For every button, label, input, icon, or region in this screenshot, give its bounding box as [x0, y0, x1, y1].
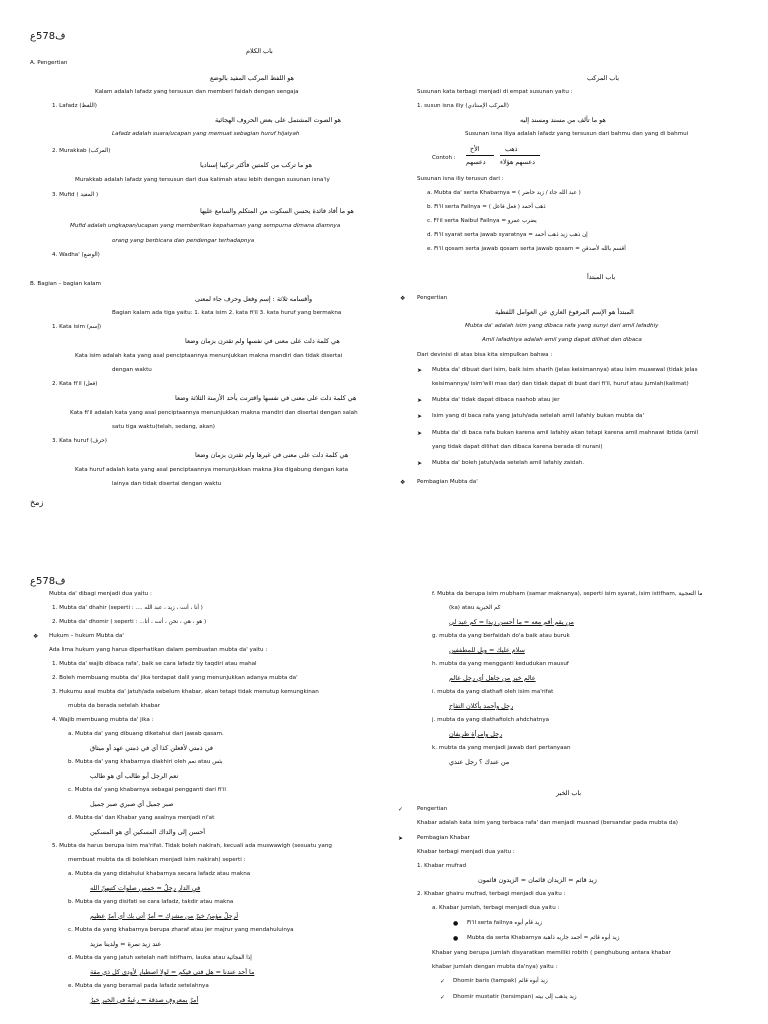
text-line: صبر جميل أي صبري صبر جميل [90, 800, 174, 808]
text-line: d. Mubta da yang jatuh setelah nafi istifham, lauka atau إذا الفجائية [68, 955, 252, 961]
text-line: 4. Wadha' (الوضع) [52, 252, 100, 258]
text-line: هي كلمة دلت على معنى في نفسها ولم تقترن بزمان وضعا [185, 337, 340, 345]
text-line: ❖ [33, 633, 39, 640]
text-line: Susunan isna iliy terusun dari : [417, 176, 504, 182]
text-line: زيد قائم = الزيدان قائمان = الزيدون قائمون [478, 876, 597, 884]
text-line: 2. Boleh membuang mubta da' jika terdapat dalil yang menunjukkan adanya mubta da' [52, 675, 298, 681]
text-line: c. Fi'il serta Naibul Failnya = يضرب عمرو [427, 218, 537, 224]
text-line: lainya dan tidak disertai dengan waktu [112, 481, 222, 487]
text-line: Kata isim adalah kata yang asal penciptaannya menunjukkan makna mandiri dan tidak disertai [75, 353, 343, 359]
text-line: باب المركب [587, 74, 620, 82]
text-line: Mubta da' tidak dapat dibaca nashob atau jer [432, 397, 560, 403]
text-line: لَرجلٌ مؤمنٌ خيرٌ من مشرك = أمرٌ أتى بك أي أمرٌ عظيم [90, 912, 239, 920]
text-line: نعم الرجل أبو طالب أي هو طالب [90, 772, 179, 780]
text-line: هو الصوت المشتمل على بعض الحروف الهجائية [215, 116, 341, 124]
text-line: Khabar adalah kata isim yang terbaca rafa' dan menjadi musnad (bersandar pada mubta da) [417, 820, 678, 826]
text-line: mubta da berada setelah khabar [68, 703, 160, 709]
text-line: هو ما أفاد فائدة يحسن السكوت من المتكلم والسامع عليها [200, 207, 354, 215]
text-line: membuat mubta da di bolehkan menjadi isim nakirah) seperti : [68, 857, 246, 863]
text-line: Pengertian [417, 295, 448, 301]
text-line: ● [453, 920, 459, 927]
text-line: 2. Kata fi'il (فعل) [52, 381, 98, 387]
example-fraction-numerator-2: ذهب [505, 145, 518, 153]
text-line: Susunan kata terbagi menjadi di empat susunan yaitu : [417, 89, 573, 95]
text-line: 5. Mubta da harus berupa isim ma'rifat. Tidak boleh nakirah, kecuali ada muswawigh (sesuatu yang [52, 843, 332, 849]
text-line: a. Mubta da' yang dibuang diketahui dari jawab qasam. [68, 731, 224, 737]
example-fraction-numerator-1: الأخ [470, 145, 480, 153]
text-line: Kata huruf adalah kata yang asal penciptaannya menunjukkan makna jika digabung dengan kata [75, 467, 349, 473]
text-line: Mubta da' adalah isim yang dibaca rafa yang sunyi dari amil lafadhiy [465, 323, 659, 329]
text-line: a. Khabar jumlah, terbagi menjadi dua yaitu : [432, 905, 560, 911]
text-line: ✓ [440, 978, 446, 985]
text-line: b. Fi'il serta Failnya = ( فعل فاعل ) ذهب أحمد [427, 204, 546, 210]
text-line: أحسن إلى والداك المسكين أي هو المسكين [90, 828, 206, 836]
text-line: 3. Hukumu asal mubta da' jatuh/ada sebelum khabar, akan tetapi tidak menutup kemungkinan [52, 689, 319, 695]
fraction-line-1 [466, 155, 494, 156]
text-line: ✓ [398, 806, 404, 813]
text-line: Bagian kalam ada tiga yaitu: 1. kata isim 2. kata fi'il 3. kata huruf yang bermakna [112, 310, 342, 316]
text-line: من عندك ؟ رجل عندي [449, 758, 510, 766]
text-line: Dhomir baris (tampak) زيد أبوه قائم [453, 978, 548, 984]
page-header: ف578ع [30, 576, 66, 587]
text-line: Mubta da' di baca rafa bukan karena amil lafahiy akan tetapi karena amil mahnawi ibtida (amil [432, 430, 699, 436]
text-line: Murakkab adalah lafadz yang tersusun dari dua kalimah atau lebih dengan susunan isna'iy [75, 177, 330, 183]
text-line: keisimannya/ isim'wili mas dar) dan tidak dapat di buat dari fi'il, huruf atau jumlah(kalimat) [432, 381, 689, 387]
text-line: ➤ [417, 430, 423, 437]
text-line: orang yang berbicara dan pendengar terhadapnya [112, 238, 255, 244]
text-line: Susunan isna iliya adalah lafadz yang tersusun dari bahmu dan yang di bahmui [465, 131, 689, 137]
text-line: (ka) atau كم الخبرية [449, 605, 501, 611]
text-line: رجل وامرأة ظريفان [449, 730, 503, 738]
text-line: Kalam adalah lafadz yang tersusun dan memberi faidah dengan sengaja [95, 89, 299, 95]
text-line: Contoh : [432, 155, 456, 161]
text-line: h. mubta da yang mengganti kedudukan mausuf [432, 661, 569, 667]
text-line: d. Mubta da' dan Khabar yang asalnya menjadi ni'at [68, 815, 215, 821]
text-line: ➤ [398, 835, 404, 842]
text-line: e. Fi'il qosam serta jawab qosam serta jawab qosam = أقسم بالله لأصدقن [427, 246, 626, 252]
text-line: Khabar terbagi menjadi dua yaitu : [417, 849, 515, 855]
text-line: 2. Mubta da' dhomir ( seperti : ...هو ، هي ، نحن ، أنت ، أنا ) [52, 619, 207, 625]
text-line: dengan waktu [112, 367, 152, 373]
text-line: c. Mubta da yang khabarnya berupa zharaf atau jer majrur yang mendahuluinya [68, 927, 294, 933]
example-fraction-denominator-2: دعسهم هؤلاء [500, 158, 535, 166]
text-line: ● [453, 935, 459, 942]
page-gap [0, 512, 768, 576]
text-line: 1. Mubta da' wajib dibaca rafa', baik se cara lafadz tiy taqdiri atau mahal [52, 661, 257, 667]
text-line: ➤ [417, 397, 423, 404]
text-line: هو ما تألف من مسند ومسند إليه [520, 116, 606, 124]
text-line: 1. Mubta da' dhahir (seperti : .... أنا ، أنت ، زيد ، عبد الله ) [52, 605, 203, 611]
text-line: Kata fi'il adalah kata yang asal penciptaannya menunjukkan makna mandiri dan disertai dengan salah [70, 410, 358, 416]
text-line: المبتدأ هو الإسم المرفوع العاري عن العوامل اللفظية [495, 308, 634, 316]
text-line: رجل وأحمد يأكلان التفاح [449, 702, 514, 710]
text-line: من يقم أقم معه = ما أحسن زيدا = كم عبد لي [449, 618, 574, 626]
text-line: g. mubta da yang berfaidah do'a baik atau buruk [432, 633, 570, 639]
text-line: Pengertian [417, 806, 448, 812]
text-line: وأقسامه ثلاثة : إسم وفعل وحرف جاء لمعنى [195, 295, 313, 303]
text-line: Dhomir mustatir (tersimpan) زيد يذهب إلى بيته [453, 994, 577, 1000]
text-line: باب الكلام [246, 47, 273, 55]
text-line: Dari devinisi di atas bisa kita simpulkan bahwa : [417, 352, 553, 358]
text-line: هو ما تركب من كلمتين فأكثر تركيبا إسناديا [200, 161, 312, 169]
text-line: 1. Kata isim (إسم) [52, 324, 102, 330]
fraction-line-2 [500, 155, 540, 156]
text-line: ما أحد عندنا = هل فتى فيكم = لولا اصطبار لأودى كل ذي مقة [90, 968, 255, 976]
text-line: Isim yang di baca rafa yang jatuh/ada setelah amil lafahiy bukan mubta da' [432, 413, 645, 419]
text-line: Lafadz adalah suara/ucapan yang memuat sebagian huruf hijaiyah [112, 131, 300, 137]
text-line: i. mubta da yang diathafi oleh isim ma'rifat [432, 689, 554, 695]
text-line: 3. Kata huruf (حرف) [52, 438, 107, 444]
document-page-2 [0, 576, 768, 1024]
text-line: Fi'il serta failnya زيد قام أبوه [467, 920, 542, 926]
text-line: أمرٌ بمعروفٍ صدقة = رغبةٌ في الخير خيرٌ [90, 996, 199, 1004]
text-line: هي كلمة دلت على معنى في غيرها ولم تقترن بزمان وضعا [195, 451, 349, 459]
text-line: Pembagian Mubta da' [417, 479, 478, 485]
text-line: yang tidak dapat dilihat dan dibaca karena berada di nurani) [432, 444, 603, 450]
text-line: B. Bagian – bagian kalam [30, 281, 101, 287]
text-line: khabar jumlah dengan mubta da'nya) yaitu : [432, 964, 558, 970]
text-line: Mufid adalah ungkapan/ucapan yang memberikan kepahaman yang sempurna dimana diamnya [70, 223, 341, 229]
text-line: 1. susun isna iliy (المركب الإسنادي) [417, 103, 509, 109]
text-line: سلام عليك = ويل للمطففين [449, 646, 525, 654]
text-line: عالم خير من جاهل أي رجل عالم [449, 674, 536, 682]
text-line: 2. Murakkab (المركب) [52, 148, 111, 154]
text-line: 1. Lafadz (اللفظ) [52, 103, 97, 109]
text-line: Mubta da serta Khabarnya زيد أبوه قائم = أحمد جاريه ذاهبة [467, 935, 620, 941]
text-line: Mubta da' dibuat dari isim, baik isim sharih (jelas keisimannya) atau isim muawwal (tidak jelas [432, 367, 698, 373]
text-line: باب المبتدأ [587, 273, 616, 281]
text-line: في ذمتي لأفعلن كذا أي في ذمتي عهد أو ميثاق [90, 744, 213, 752]
text-line: ❖ [400, 295, 406, 302]
text-line: A. Pengertian [30, 60, 68, 66]
text-line: f. Mubta da berupa isim mubham (samar maknanya), seperti isim syarat, isim istifham, ما التعجبية [432, 591, 703, 597]
text-line: a. Mubta da' serta Khabarnya = ( عبد الله جاء / زيد حاضر ) [427, 190, 581, 196]
text-line: e. Mubta da yang beramal pada lafadz setelahnya [68, 983, 209, 989]
text-line: a. Mubta da yang didahului khabarnya secara lafadz atau makna [68, 871, 251, 877]
text-line: Amil lafadhiya adalah amil yang dapat dilihat dan dibaca [482, 337, 642, 343]
text-line: satu tiga waktu(telah, sedang, akan) [112, 424, 215, 430]
text-line: b. Mubta da' yang khabarnya diakhiri oleh نعم atau بئس [68, 759, 223, 765]
text-line: هو اللفظ المركب المفيد بالوضع [210, 74, 294, 82]
text-line: 3. Mufid ( المفيد ) [52, 192, 99, 198]
text-line: Mubta da' boleh jatuh/ada setelah amil lafahiy zaidah. [432, 460, 585, 466]
text-line: 1. Khabar mufrad [417, 863, 467, 869]
text-line: هي كلمة دلت على معنى في نفسها واقترنت بأحد الأزمنة الثلاثة وضعا [175, 394, 357, 402]
page-header: ف578ع [30, 31, 66, 42]
text-line: b. Mubta da yang disifati se cara lafadz, takdir atau makna [68, 899, 234, 905]
text-line: Mubta da' dibagi menjadi dua yaitu : [49, 591, 152, 597]
text-line: j. mubta da yang diathafiolch ahdchatnya [432, 717, 550, 723]
text-line: ❖ [400, 479, 406, 486]
example-fraction-denominator-1: دعسهم [466, 158, 486, 166]
text-line: باب الخبر [556, 789, 582, 797]
text-line: ➤ [417, 413, 423, 420]
text-line: فيِ الدارِ رجلٌ = خمس صلوات كتبهنّ الله [90, 884, 201, 892]
text-line: Ada lima hukum yang harus diperhatikan dalam pembuatan mubta da' yaitu : [49, 647, 268, 653]
text-line: ➤ [417, 367, 423, 374]
text-line: عند زيد نمرة = ولدينا مزيد [90, 940, 162, 948]
text-line: Khabar yang berupa jumlah disyaratkan memiliki robith ( penghubung antara khabar [432, 950, 671, 956]
text-line: c. Mubta da' yang khabarnya sebagai pengganti dari fi'il [68, 787, 226, 793]
text-line: ✓ [440, 994, 446, 1001]
text-line: Pembagian Khabar [417, 835, 470, 841]
page-footer: زمخ [30, 498, 44, 507]
text-line: 4. Wajib membuang mubta da' jika : [52, 717, 154, 723]
text-line: ➤ [417, 460, 423, 467]
text-line: 2. Khabar ghairu mufrad, terbagi menjadi dua yaitu : [417, 891, 566, 897]
text-line: d. Fi'il syarat serta jawab syaratnya = إن ذهب زيد ذهب أحمد [427, 232, 588, 238]
text-line: Hukum – hukum Mubta da' [49, 633, 124, 639]
text-line: k. mubta da yang menjadi jawab dari pertanyaan [432, 745, 571, 751]
